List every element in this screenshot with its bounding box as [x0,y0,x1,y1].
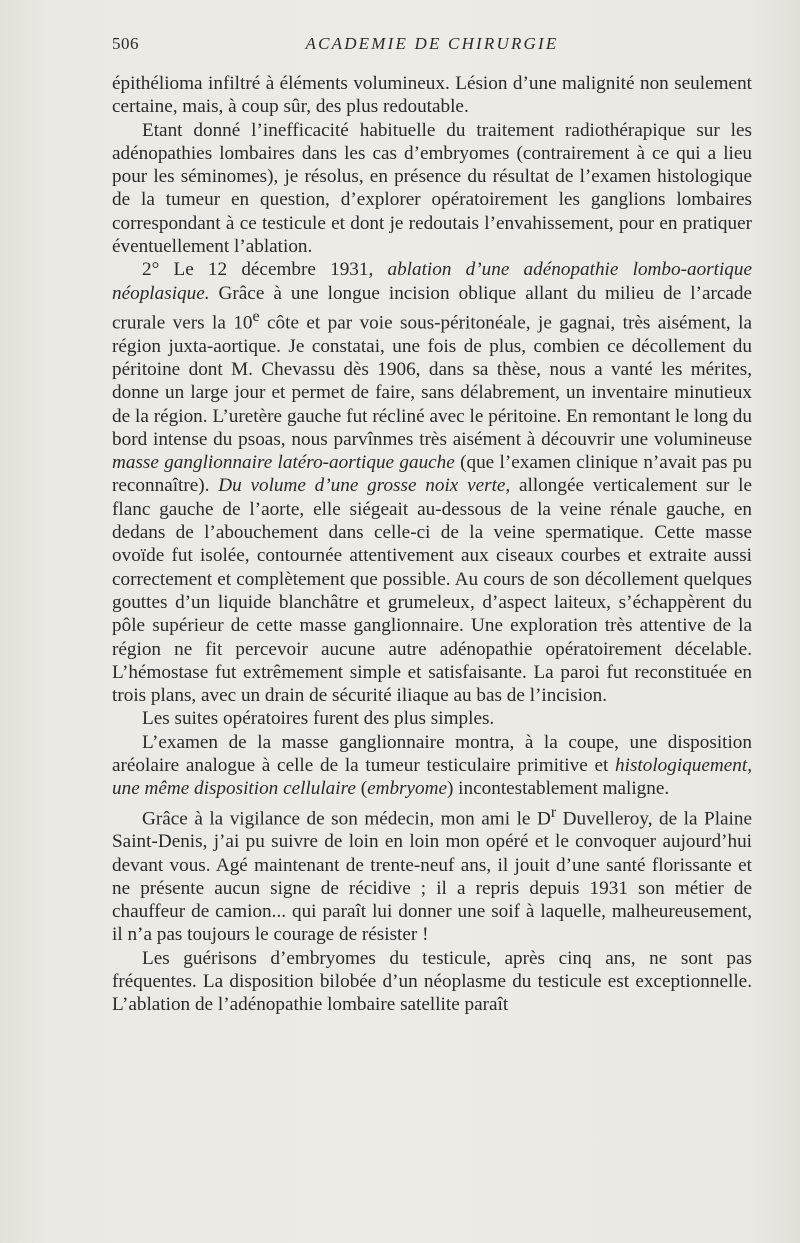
page-number: 506 [112,34,139,53]
paragraph-continuation: épithélioma infiltré à éléments volumineux. Lésion d’une malignité non seulement certaine, mais, à coup sûr, des plus redoutable. [112,73,752,118]
paragraph-radiotherapy: Etant donné l’inefficacité habituelle du traitement radiothérapique sur les adénopathies lombaires dans les cas d’embryomes (contrairement à ce qui a lieu pour les séminomes), je résolus, en présence du résultat de l’examen histologique de la tumeur en question, d’explorer opératoirement les ganglions lombaires correspondant à ce testicule et dont je redoutais l’envahissement, pour en pratiquer éventuellement l’ablation. [112,119,752,258]
paragraph-conclusion: Les guérisons d’embryomes du testicule, après cinq ans, ne sont pas fréquentes. La disposition bilobée d’un néoplasme du testicule est exceptionnelle. L’ablation de l’adénopathie lombaire satellite paraît [112,947,752,1016]
running-title: ACADEMIE DE CHIRURGIE [305,34,559,53]
body-text [112,72,752,1017]
page-header [112,34,752,58]
paragraph-postop: Les suites opératoires furent des plus simples. [142,708,495,730]
paragraph-followup: Grâce à la vigilance de son médecin, mon ami le $D^r$ Duvelleroy, de la Plaine Saint-Denis, j’ai pu suivre de loin en loin mon opéré et le convoquer aujourd’hui devant vous. Agé maintenant de trente-neuf ans, il jouit d’une santé florissante et ne présente aucun signe de récidive ; il a repris depuis 1931 son métier de chauffeur de camion... qui paraît lui donner une soif à laquelle, malheureusement, il n’a pas toujours le courage de résister ! [112,803,752,946]
paragraph-operation: 2° Le 12 décembre 1931, ablation d’une adénopathie lombo-aortique néoplasique. Grâce à une longue incision oblique allant du milieu de l’arcade crurale vers la 10e côte et par voie sous-péritonéale, je gagnai, très aisément, la région juxta-aortique. Je constatai, une fois de plus, combien ce décollement du péritoine dont M. Chevassu dès 1906, dans sa thèse, nous a vanté les mérites, donne un large jour et permet de faire, sans délabrement, un inventaire minutieux de la région. L’uretère gauche fut récliné avec le péritoine. En remontant le long du bord intense du psoas, nous parvînmes très aisément à découvrir une volumineuse masse ganglionnaire latéro-aortique gauche (que l’examen clinique n’avait pas pu reconnaître). Du volume d’une grosse noix verte, allongée verticalement sur le flanc gauche de l’aorte, elle siégeait au-dessous de la veine rénale gauche, en dedans de l’abouchement dans celle-ci de la veine spermatique. Cette masse ovoïde fut isolée, contournée attentivement aux ciseaux courbes et extraite aussi correctement et complètement que possible. Au cours de son décollement quelques gouttes d’un liquide blanchâtre et grumeleux, d’aspect laiteux, s’échappèrent du pôle supérieur de cette masse ganglionnaire. Une exploration très attentive de la région ne fit percevoir aucune autre adénopathie opératoirement décelable. L’hémostase fut extrêmement simple et satisfaisante. La paroi fut reconstituée en trois plans, avec un drain de sécurité iliaque au bas de l’incision. [112,259,752,707]
paragraph-histology: L’examen de la masse ganglionnaire montra, à la coupe, une disposition aréolaire analogue à celle de la tumeur testiculaire primitive et histologiquement, une même disposition cellulaire (embryome) incontestablement maligne. [112,731,752,800]
